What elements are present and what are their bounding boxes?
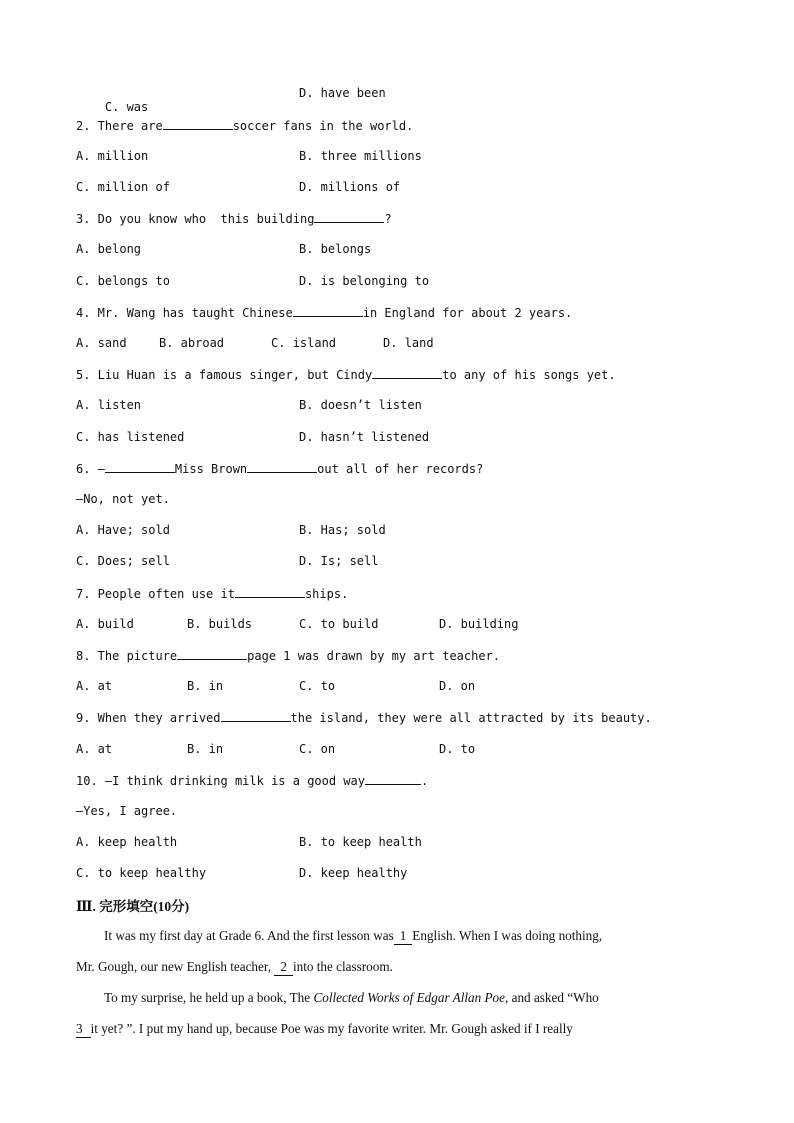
answer-blank [314, 211, 384, 223]
q10-reply: —Yes, I agree. [76, 804, 178, 818]
q2-option-c: C. million of [76, 180, 170, 194]
q10-option-c: C. to keep healthy [76, 866, 207, 880]
q10-stem: 10. —I think drinking milk is a good way . [76, 774, 429, 788]
q9-option-d: D. to [439, 742, 476, 756]
q9-option-b: B. in [187, 742, 224, 756]
q2-option-b: B. three millions [299, 149, 422, 163]
q6-option-c: C. Does; sell [76, 554, 170, 568]
q3-option-b: B. belongs [299, 242, 372, 256]
q1-option-c: C. was [104, 100, 149, 114]
answer-blank [372, 367, 442, 379]
q8-option-c: C. to [299, 679, 336, 693]
q2-option-a: A. million [76, 149, 149, 163]
q6-option-a: A. Have; sold [76, 523, 170, 537]
q7-option-a: A. build [76, 617, 134, 631]
q7-option-b: B. builds [187, 617, 253, 631]
q8-option-b: B. in [187, 679, 224, 693]
cloze-blank-1: 1 [394, 928, 413, 945]
q4-option-a: A. sand [76, 336, 127, 350]
q5-option-d: D. hasn’t listened [299, 430, 430, 444]
q8-option-d: D. on [439, 679, 476, 693]
answer-blank [177, 648, 247, 660]
answer-blank [247, 461, 317, 473]
answer-blank [365, 773, 421, 785]
q8-stem: 8. The picture page 1 was drawn by my art teacher. [76, 649, 501, 663]
q4-option-d: D. land [383, 336, 434, 350]
cloze-blank-3: 3 [76, 1021, 91, 1038]
q8-option-a: A. at [76, 679, 113, 693]
passage-line-1: It was my first day at Grade 6. And the first lesson was 1 English. When I was doing nothing, [104, 928, 603, 943]
q6-stem: 6. — Miss Brown out all of her records? [76, 462, 484, 476]
q3-option-a: A. belong [76, 242, 142, 256]
passage-line-4: 3 it yet? ”. I put my hand up, because Poe was my favorite writer. Mr. Gough asked if I really [76, 1021, 573, 1036]
q2-stem: 2. There are soccer fans in the world. [76, 119, 414, 133]
q10-option-a: A. keep health [76, 835, 178, 849]
q3-option-c: C. belongs to [76, 274, 170, 288]
q7-stem: 7. People often use it ships. [76, 587, 349, 601]
q9-option-a: A. at [76, 742, 113, 756]
q10-option-b: B. to keep health [299, 835, 422, 849]
q6-reply: —No, not yet. [76, 492, 170, 506]
q5-option-c: C. has listened [76, 430, 185, 444]
answer-blank [293, 305, 363, 317]
passage-line-2: Mr. Gough, our new English teacher, 2 into the classroom. [76, 959, 393, 974]
q7-option-d: D. building [439, 617, 519, 631]
book-title: Collected Works of Edgar Allan Poe, [313, 990, 509, 1005]
q5-option-b: B. doesn’t listen [299, 398, 422, 412]
q4-option-c: C. island [271, 336, 337, 350]
answer-blank [105, 461, 175, 473]
q5-option-a: A. listen [76, 398, 142, 412]
q4-stem: 4. Mr. Wang has taught Chinese in England for about 2 years. [76, 306, 573, 320]
passage-line-3: To my surprise, he held up a book, The Collected Works of Edgar Allan Poe, and asked “Who [104, 990, 599, 1005]
q9-option-c: C. on [299, 742, 336, 756]
answer-blank [221, 710, 291, 722]
q10-option-d: D. keep healthy [299, 866, 408, 880]
q9-stem: 9. When they arrived the island, they were all attracted by its beauty. [76, 711, 652, 725]
q7-option-c: C. to build [299, 617, 379, 631]
q5-stem: 5. Liu Huan is a famous singer, but Cindy to any of his songs yet. [76, 368, 616, 382]
q1-option-d: D. have been [299, 86, 386, 100]
cloze-blank-2: 2 [274, 959, 293, 976]
q3-option-d: D. is belonging to [299, 274, 430, 288]
answer-blank [163, 118, 233, 130]
section-heading-cloze: Ⅲ. 完形填空(10分) [76, 899, 190, 914]
q4-option-b: B. abroad [159, 336, 225, 350]
q2-option-d: D. millions of [299, 180, 401, 194]
q6-option-b: B. Has; sold [299, 523, 386, 537]
q6-option-d: D. Is; sell [299, 554, 379, 568]
answer-blank [235, 586, 305, 598]
q3-stem: 3. Do you know who this building ? [76, 212, 392, 226]
